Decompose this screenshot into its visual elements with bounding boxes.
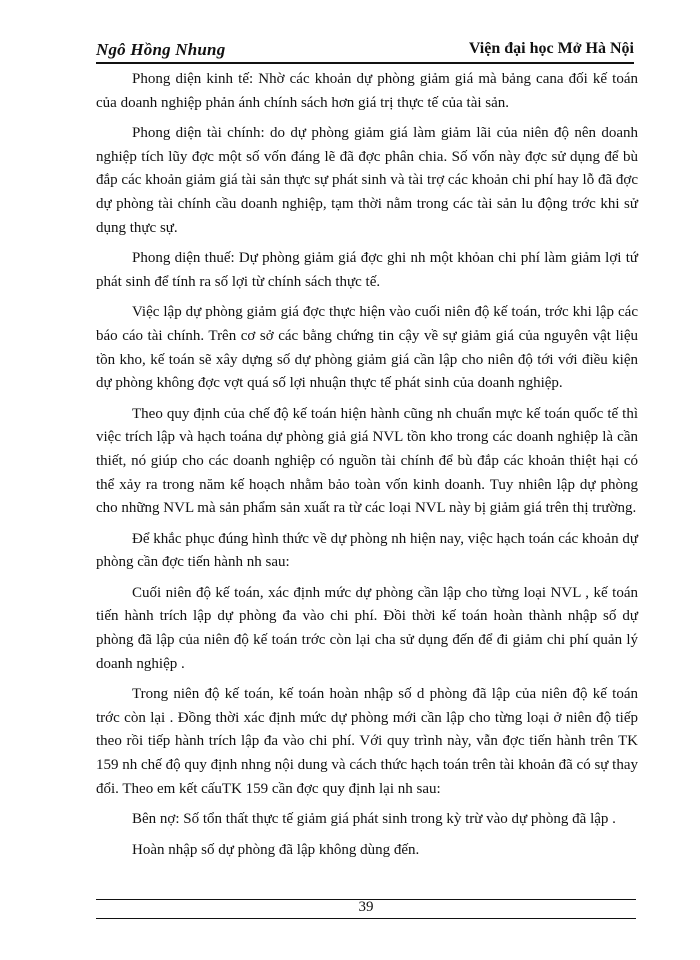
paragraph-debit-side: Bên nợ: Số tổn thất thực tế giảm giá phát sinh trong kỳ trừ vào dự phòng đã lập . xyxy=(132,811,616,828)
paragraph-remedy-intro: Để khắc phục đúng hình thức về dự phòng nh hiện nay, việc hạch toán các khoản dự phòng cần đợc tiến hành nh sau: xyxy=(96,530,638,571)
paragraph-economic-aspect: Phong diện kinh tế: Nhờ các khoản dự phòng giảm giá mà bảng cana đối kế toán của doanh nghiệp phản ánh chính sách hơn giá trị thực tế của tài sản. xyxy=(96,71,638,111)
header-author: Ngô Hồng Nhung xyxy=(96,40,226,59)
paragraph-year-end: Cuối niên độ kế toán, xác định mức dự phòng cần lập cho từng loại NVL , kế toán tiến hành trích lập dự phòng đa vào chi phí. Đồi thời kế toán hoàn thành nhập số dự phòng đã lập của niên độ kế toán trớc còn lại cha sử dụng đến để đi giảm chi phí quản lý doanh nghiệp . xyxy=(96,584,638,672)
paragraph-during-year: Trong niên độ kế toán, kế toán hoàn nhập số d phòng đã lập của niên độ kế toán trớc còn lại . Đồng thời xác định mức dự phòng mới cần lập cho từng loại ở niên độ tiếp theo rồi tiếp hành trích lập đa vào chi phí. Với quy trình này, vẫn đợc tiến hành trên TK 159 nh chế độ quy định nhng nội dung và cách thức hạch toán trên tài khoản đã có sự thay đổi. Theo em kết cấuTK 159 cần đợc quy định lại nh sau: xyxy=(96,686,638,797)
paragraph-provision-timing: Việc lập dự phòng giảm giá đợc thực hiện vào cuối niên độ kế toán, trớc khi lập các báo cáo tài chính. Trên cơ sở các bằng chứng tin cậy về sự giảm giá của nguyên vật liệu tồn kho, kế toán sẽ xây dựng số dự phòng giảm giá cần lập cho niên độ tới với điều kiện dự phòng không đợc vợt quá số lợi nhuận thực tế phát sinh của doanh nghiệp. xyxy=(96,304,638,392)
paragraph-reversal: Hoàn nhập số dự phòng đã lập không dùng đến. xyxy=(132,841,420,858)
document-body xyxy=(96,68,638,869)
paragraph-financial-aspect: Phong diện tài chính: do dự phòng giảm giá làm giảm lãi của niên độ nên doanh nghiệp tích lũy đợc một số vốn đáng lẽ đã đợc phân chia. Số vốn này đợc sử dụng để bù đắp các khoản giảm giá tài sản thực sự phát sinh và tài trợ các khoản chi phí hay lỗ đã đợc dự phòng tài chính cầu doanh nghiệp, tạm thời nằm trong các tài sản lu động trớc khi sử dụng thực sự. xyxy=(96,125,638,236)
page-number: 39 xyxy=(358,899,374,915)
page-header xyxy=(96,38,634,64)
header-institution: Viện đại học Mở Hà Nội xyxy=(468,40,634,57)
footer-divider-bottom xyxy=(96,918,636,919)
paragraph-regulation: Theo quy định của chế độ kế toán hiện hành cũng nh chuẩn mực kế toán quốc tế thì việc trích lập và hạch toána dự phòng giả giá NVL tồn kho trong các doanh nghiệp là cần thiết, nó giúp cho các doanh nghiệp có nguồn tài chính để bù đắp các khoản thiệt hại có thể xảy ra trong năm kế hoạch nhằm bảo toàn vốn kinh doanh. Tuy nhiên lập dự phòng cho những NVL mà sản phẩm sản xuất ra từ các loại NVL này bị giảm giá trên thị trường. xyxy=(96,405,638,517)
paragraph-tax-aspect: Phong diện thuế: Dự phòng giảm giá đợc ghi nh một khỏan chi phí làm giảm lợi tứ phát sinh để tính ra số lợi từ chính sách thực tế. xyxy=(96,250,638,290)
